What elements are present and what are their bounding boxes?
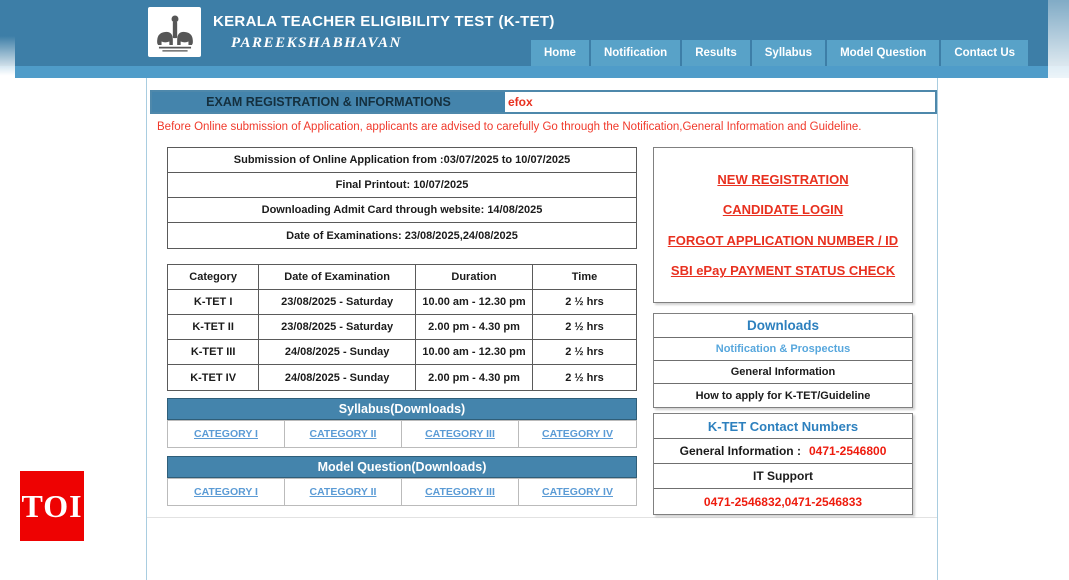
exam-registration-banner — [150, 90, 937, 114]
model-question-cell — [402, 479, 519, 505]
syllabus-category-3-link[interactable]: CATEGORY III — [425, 428, 495, 440]
model-question-category-1-link[interactable]: CATEGORY I — [194, 486, 258, 498]
cell-category: K-TET III — [168, 340, 259, 364]
nav-tab-home[interactable]: Home — [531, 40, 591, 66]
marquee-text: efox — [508, 95, 533, 109]
downloads-box — [653, 313, 913, 408]
cell-date: 23/08/2025 - Saturday — [259, 290, 416, 314]
nav-tab-syllabus[interactable]: Syllabus — [752, 40, 827, 66]
syllabus-cell — [168, 421, 285, 447]
table-row — [168, 315, 636, 340]
cell-duration: 2.00 pm - 4.30 pm — [416, 365, 533, 390]
col-header-duration: Duration — [416, 265, 533, 289]
col-header-time: Time — [571, 271, 598, 283]
schedule-info-row: Date of Examinations: 23/08/2025,24/08/2025 — [286, 229, 518, 242]
content-border-right — [937, 78, 938, 580]
candidate-login-link[interactable]: CANDIDATE LOGIN — [722, 202, 844, 218]
cell-date: 24/08/2025 - Sunday — [259, 365, 416, 390]
syllabus-cell — [519, 421, 636, 447]
model-question-cell — [519, 479, 636, 505]
model-question-downloads-links — [167, 478, 637, 506]
header-accent-strip — [0, 66, 1069, 78]
syllabus-category-4-link[interactable]: CATEGORY IV — [542, 428, 613, 440]
nav-tab-results[interactable]: Results — [682, 40, 752, 66]
general-information-link[interactable]: General Information — [730, 366, 836, 378]
cell-time: 2 ½ hrs — [565, 296, 604, 308]
schedule-info-row: Final Printout: 10/07/2025 — [168, 173, 636, 198]
cell-category: K-TET I — [168, 290, 259, 314]
banner-marquee — [505, 92, 935, 112]
site-subtitle: PAREEKSHABHAVAN — [231, 35, 402, 51]
cell-category: K-TET IV — [168, 365, 259, 390]
table-row — [168, 365, 636, 390]
banner-title: EXAM REGISTRATION & INFORMATIONS — [152, 92, 505, 112]
kerala-emblem-icon — [152, 10, 198, 54]
exam-schedule-table — [167, 264, 637, 391]
forgot-application-number-link[interactable]: FORGOT APPLICATION NUMBER / ID — [667, 232, 899, 248]
toi-watermark: TOI — [20, 471, 84, 541]
syllabus-cell — [285, 421, 402, 447]
new-registration-link[interactable]: NEW REGISTRATION — [717, 171, 849, 187]
cell-duration: 10.00 am - 12.30 pm — [416, 340, 533, 364]
model-question-cell — [285, 479, 402, 505]
downloads-item-row — [654, 361, 912, 384]
general-information-label: General Information : — [679, 444, 801, 458]
content-divider-bottom — [147, 517, 937, 518]
syllabus-downloads-header: Syllabus(Downloads) — [167, 398, 637, 420]
model-question-category-2-link[interactable]: CATEGORY II — [309, 486, 377, 498]
cell-duration: 2.00 pm - 4.30 pm — [416, 315, 533, 339]
registration-links-box — [653, 147, 913, 303]
syllabus-cell — [402, 421, 519, 447]
cell-date: 24/08/2025 - Sunday — [259, 340, 416, 364]
general-information-number: 0471-2546800 — [808, 444, 887, 458]
notification-prospectus-link[interactable]: Notification & Prospectus — [715, 343, 851, 355]
general-information-contact-row — [654, 439, 912, 464]
schedule-info-row: Downloading Admit Card through website: 14/08/2025 — [168, 198, 636, 223]
col-header-category: Category — [168, 265, 259, 289]
main-nav — [531, 40, 1030, 66]
downloads-item-row — [654, 384, 912, 407]
it-support-label: IT Support — [654, 464, 912, 489]
cell-time: 2 ½ hrs — [565, 346, 604, 358]
kerala-govt-logo — [148, 7, 201, 57]
contact-numbers-box — [653, 413, 913, 515]
cell-duration: 10.00 am - 12.30 pm — [416, 290, 533, 314]
schedule-info-row: Submission of Online Application from :03/07/2025 to 10/07/2025 — [168, 148, 636, 173]
cell-time: 2 ½ hrs — [565, 321, 604, 333]
content-border-left — [146, 78, 147, 580]
model-question-category-4-link[interactable]: CATEGORY IV — [542, 486, 613, 498]
col-header-date: Date of Examination — [259, 265, 416, 289]
schedule-info-table — [167, 147, 637, 249]
nav-tab-model-question[interactable]: Model Question — [827, 40, 941, 66]
table-header-row — [168, 265, 636, 290]
model-question-downloads-header: Model Question(Downloads) — [167, 456, 637, 478]
nav-tab-contact-us[interactable]: Contact Us — [941, 40, 1030, 66]
table-row — [168, 340, 636, 365]
syllabus-downloads-links — [167, 420, 637, 448]
table-row — [168, 290, 636, 315]
site-title: KERALA TEACHER ELIGIBILITY TEST (K-TET) — [213, 13, 555, 30]
cell-date: 23/08/2025 - Saturday — [259, 315, 416, 339]
syllabus-category-1-link[interactable]: CATEGORY I — [194, 428, 258, 440]
model-question-cell — [168, 479, 285, 505]
downloads-item-row — [654, 338, 912, 361]
how-to-apply-link[interactable]: How to apply for K-TET/Guideline — [695, 389, 871, 402]
nav-tab-notification[interactable]: Notification — [591, 40, 682, 66]
advisory-notice: Before Online submission of Application, applicants are advised to carefully Go through the Notification,General Information and Guideline. — [157, 121, 862, 133]
it-support-numbers: 0471-2546832,0471-2546833 — [703, 494, 863, 509]
model-question-category-3-link[interactable]: CATEGORY III — [425, 486, 495, 498]
photo-edge-fade-right — [1048, 0, 1069, 105]
syllabus-category-2-link[interactable]: CATEGORY II — [309, 428, 377, 440]
sbi-epay-status-link[interactable]: SBI ePay PAYMENT STATUS CHECK — [670, 263, 896, 279]
cell-time: 2 ½ hrs — [565, 371, 604, 384]
contact-title: K-TET Contact Numbers — [654, 414, 912, 439]
photo-edge-fade-left — [0, 36, 15, 108]
site-header — [0, 0, 1069, 66]
cell-category: K-TET II — [168, 315, 259, 339]
downloads-title: Downloads — [654, 314, 912, 338]
